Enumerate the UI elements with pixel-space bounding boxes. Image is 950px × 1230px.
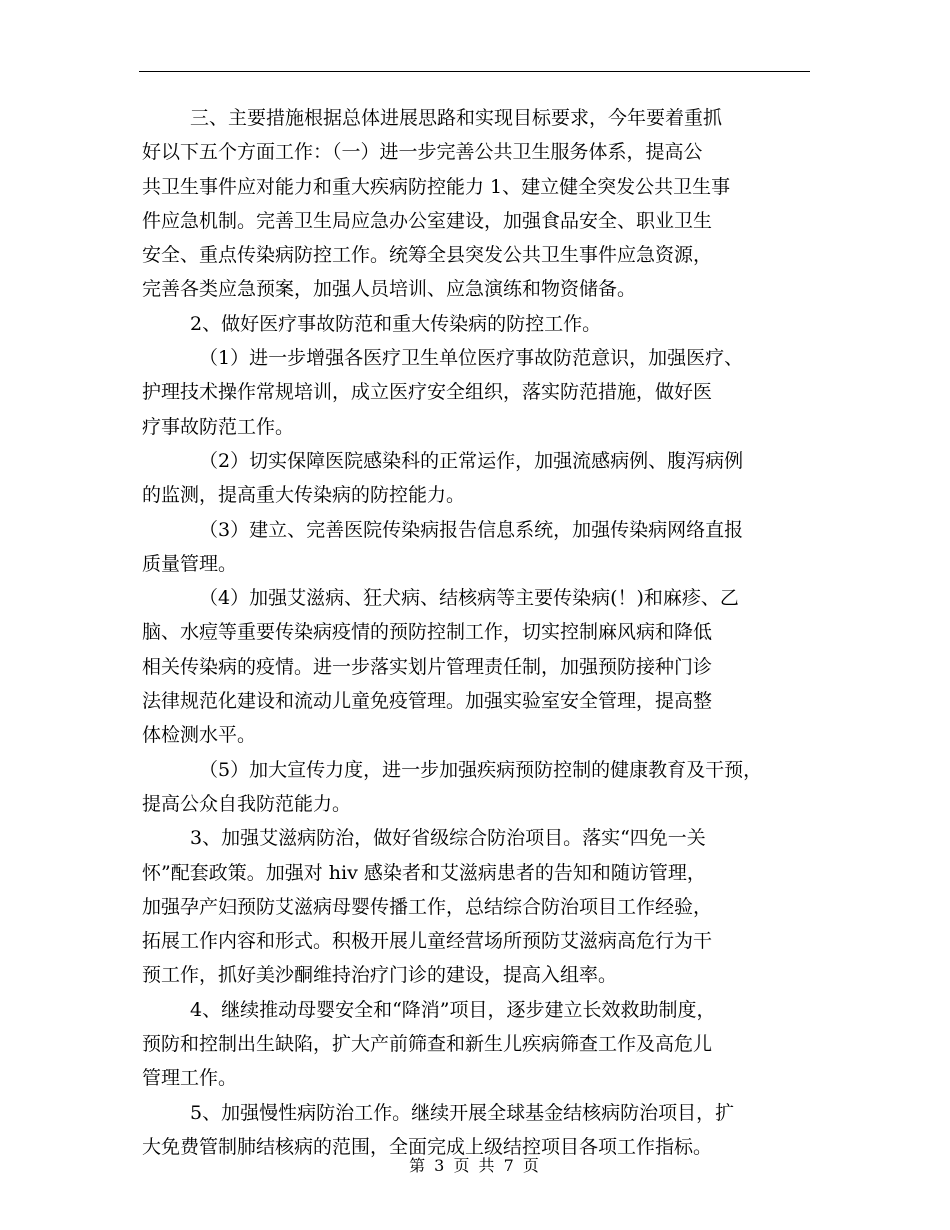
text-line: （4）加强艾滋病、狂犬病、结核病等主要传染病(！)和麻疹、乙 [199, 587, 739, 610]
text-line: 的监测，提高重大传染病的防控能力。 [142, 484, 466, 507]
text-line: 完善各类应急预案，加强人员培训、应急演练和物资储备。 [142, 278, 637, 301]
text-line: 大免费管制肺结核病的范围，全面完成上级结控项目各项工作指标。 [142, 1135, 713, 1158]
paragraph [142, 513, 822, 582]
paragraph [142, 341, 822, 444]
text-line: 加强孕产妇预防艾滋病母婴传播工作，总结综合防治项目工作经验， [142, 895, 713, 918]
text-line: 怀”配套政策。加强对 hiv 感染者和艾滋病患者的告知和随访管理， [142, 861, 706, 884]
text-line: 5、加强慢性病防治工作。继续开展全球基金结核病防治项目，扩 [190, 1101, 735, 1124]
text-line: 护理技术操作常规培训，成立医疗安全组织，落实防范措施，做好医 [142, 381, 713, 404]
text-line: 脑、水痘等重要传染病疫情的预防控制工作，切实控制麻风病和降低 [142, 621, 713, 644]
text-line: 相关传染病的疫情。进一步落实划片管理责任制，加强预防接种门诊 [142, 655, 713, 678]
paragraph [142, 101, 822, 307]
paragraph [142, 581, 822, 752]
text-line: （5）加大宣传力度，进一步加强疾病预防控制的健康教育及干预， [199, 758, 763, 781]
text-line: 好以下五个方面工作：（一）进一步完善公共卫生服务体系，提高公 [142, 141, 703, 164]
paragraph [142, 993, 822, 1096]
text-line: 件应急机制。完善卫生局应急办公室建设，加强食品安全、职业卫生 [142, 209, 713, 232]
text-line: 4、继续推动母婴安全和“降消”项目，逐步建立长效救助制度， [190, 998, 716, 1021]
text-line: 预工作，抓好美沙酮维持治疗门诊的建设，提高入组率。 [142, 964, 618, 987]
text-line: （2）切实保障医院感染科的正常运作，加强流感病例、腹泻病例 [199, 449, 744, 472]
text-line: 管理工作。 [142, 1067, 238, 1090]
text-line: 提高公众自我防范能力。 [142, 792, 352, 815]
text-line: 法律规范化建设和流动儿童免疫管理。加强实验室安全管理，提高整 [142, 690, 713, 713]
header-rule [139, 71, 810, 72]
paragraph [142, 753, 822, 822]
text-line: （3）建立、完善医院传染病报告信息系统，加强传染病网络直报 [199, 518, 744, 541]
page-footer: 第 3 页 共 7 页 [409, 1156, 541, 1175]
text-line: 疗事故防范工作。 [142, 415, 295, 438]
text-line: 3、加强艾滋病防治，做好省级综合防治项目。落实“四免一关 [190, 827, 706, 850]
text-line: 共卫生事件应对能力和重大疾病防控能力 1、建立健全突发公共卫生事 [142, 175, 731, 198]
text-line: （1）进一步增强各医疗卫生单位医疗事故防范意识，加强医疗、 [199, 347, 744, 370]
text-line: 体检测水平。 [142, 724, 257, 747]
document-body [142, 101, 822, 1164]
paragraph [142, 307, 822, 341]
paragraph [142, 821, 822, 992]
text-line: 预防和控制出生缺陷，扩大产前筛查和新生儿疾病筛查工作及高危儿 [142, 1033, 713, 1056]
text-line: 质量管理。 [142, 552, 238, 575]
text-line: 安全、重点传染病防控工作。统筹全县突发公共卫生事件应急资源， [142, 244, 713, 267]
text-line: 三、主要措施根据总体进展思路和实现目标要求，今年要着重抓 [190, 107, 723, 129]
paragraph [142, 444, 822, 513]
text-line: 拓展工作内容和形式。积极开展儿童经营场所预防艾滋病高危行为干 [142, 930, 713, 953]
text-line: 2、做好医疗事故防范和重大传染病的防控工作。 [190, 312, 602, 335]
